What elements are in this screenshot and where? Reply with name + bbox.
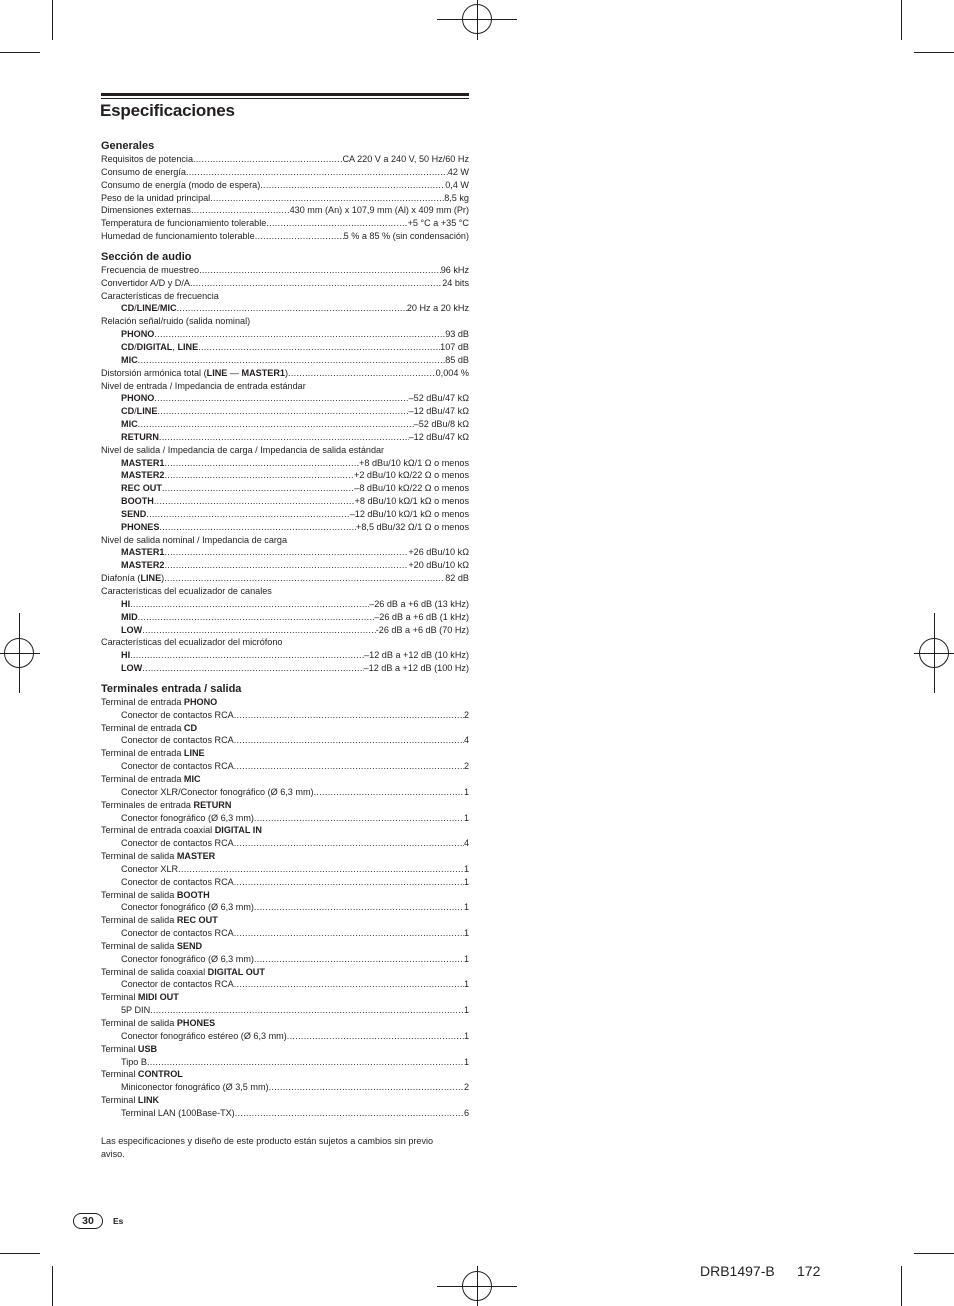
terminal-row: Conector de contactos RCA ..... 1 xyxy=(101,978,469,991)
spec-row: RETURN ..... –12 dBu/47 kΩ xyxy=(101,431,469,444)
terminal-group-label: Terminal de salida SEND xyxy=(101,940,203,951)
terminal-group-label: Terminal de entrada CD xyxy=(101,722,198,733)
spec-label: Características del ecualizador de canales xyxy=(101,586,272,596)
terminal-group-label: Terminal MIDI OUT xyxy=(101,992,179,1003)
spec-row: SEND ..... –12 dBu/10 kΩ/1 kΩ o menos xyxy=(101,508,469,521)
spec-row: MASTER2 ..... +2 dBu/10 kΩ/22 Ω o menos xyxy=(101,469,469,482)
terminal-group-label: Terminal de salida MASTER xyxy=(101,851,216,862)
crop-mark xyxy=(901,0,902,40)
terminal-row: Tipo B ..... 1 xyxy=(101,1056,469,1069)
terminal-group-label: Terminal de salida coaxial DIGITAL OUT xyxy=(101,966,265,977)
terminal-row: Conector de contactos RCA ..... 4 xyxy=(101,837,469,850)
spec-row: PHONES ..... +8,5 dBu/32 Ω/1 Ω o menos xyxy=(101,521,469,534)
terminal-row: Conector XLR ..... 1 xyxy=(101,863,469,876)
spec-row: MIC ..... 85 dB xyxy=(101,354,469,367)
spec-row: PHONO ..... –52 dBu/47 kΩ xyxy=(101,392,469,405)
terminal-group-label: Terminal de entrada coaxial DIGITAL IN xyxy=(101,825,262,836)
spec-row: REC OUT ..... –8 dBu/10 kΩ/22 Ω o menos xyxy=(101,482,469,495)
spec-label: Nivel de salida nominal / Impedancia de carga xyxy=(101,534,288,545)
spec-row: Dimensiones externas ..... 430 mm (An) x 107,9 mm (Al) x 409 mm (Pr) xyxy=(101,204,469,217)
document-id: DRB1497-B xyxy=(700,1263,775,1279)
title-rule xyxy=(101,93,469,96)
spec-label: Nivel de entrada / Impedancia de entrada estándar xyxy=(101,380,306,391)
spec-row: BOOTH ..... +8 dBu/10 kΩ/1 kΩ o menos xyxy=(101,495,469,508)
spec-row: Convertidor A/D y D/A ..... 24 bits xyxy=(101,277,469,290)
terminal-group-label: Terminal de entrada PHONO xyxy=(101,696,218,707)
terminal-group-label: Terminal USB xyxy=(101,1043,158,1054)
terminal-row: 5P DIN ..... 1 xyxy=(101,1004,469,1017)
terminal-group-label: Terminal de salida BOOTH xyxy=(101,889,210,900)
terminal-row: Conector de contactos RCA ..... 2 xyxy=(101,709,469,722)
spec-row: HI ..... –26 dB a +6 dB (13 kHz) xyxy=(101,598,469,611)
crop-mark xyxy=(914,1253,954,1254)
terminal-group-label: Terminal de salida PHONES xyxy=(101,1018,216,1028)
spec-row: Peso de la unidad principal ..... 8,5 kg xyxy=(101,192,469,205)
crop-mark xyxy=(0,1253,40,1254)
spec-label: Relación señal/ruido (salida nominal) xyxy=(101,316,251,327)
spec-row: CD/LINE ..... –12 dBu/47 kΩ xyxy=(101,405,469,418)
section-heading: Terminales entrada / salida xyxy=(101,682,242,695)
terminal-group-label: Terminal LINK xyxy=(101,1095,160,1106)
spec-row: Consumo de energía ..... 42 W xyxy=(101,166,469,179)
spec-row: MIC ..... –52 dBu/8 kΩ xyxy=(101,418,469,431)
terminal-group-label: Terminal de salida REC OUT xyxy=(101,915,218,926)
spec-row: CD/LINE/MIC ..... 20 Hz a 20 kHz xyxy=(101,302,469,315)
terminal-row: Conector de contactos RCA ..... 1 xyxy=(101,876,469,889)
spec-label: Nivel de salida / Impedancia de carga / Impedancia de salida estándar xyxy=(101,444,385,455)
disclaimer-note: Las especificaciones y diseño de este producto están sujetos a cambios sin previo aviso. xyxy=(101,1135,434,1159)
terminal-row: Conector de contactos RCA ..... 2 xyxy=(101,760,469,773)
spec-row: LOW ..... –12 dB a +12 dB (100 Hz) xyxy=(101,662,469,675)
spec-label: Características del ecualizador del micrófono xyxy=(101,637,283,648)
terminal-group-label: Terminal de entrada LINE xyxy=(101,748,205,759)
crop-mark xyxy=(52,1266,53,1306)
crop-mark xyxy=(0,52,40,53)
spec-row: Requisitos de potencia ..... CA 220 V a 240 V, 50 Hz/60 Hz xyxy=(101,153,469,166)
section-heading: Generales xyxy=(101,140,155,152)
spec-row: Diafonía (LINE) ..... 82 dB xyxy=(101,572,469,585)
spec-row: Temperatura de funcionamiento tolerable ..... +5 °C a +35 °C xyxy=(101,217,469,230)
crop-mark xyxy=(914,52,954,53)
spec-column xyxy=(101,139,469,1161)
spec-label: Características de frecuencia xyxy=(101,290,219,301)
spec-row: CD/DIGITAL, LINE ..... 107 dB xyxy=(101,341,469,354)
terminal-list xyxy=(101,696,469,1120)
terminal-row: Conector fonográfico (Ø 6,3 mm) ..... 1 xyxy=(101,812,469,825)
terminal-row: Conector de contactos RCA ..... 4 xyxy=(101,734,469,747)
spec-row: PHONO ..... 93 dB xyxy=(101,328,469,341)
spec-row: Humedad de funcionamiento tolerable ..... 5 % a 85 % (sin condensación) xyxy=(101,230,469,243)
terminal-row: Conector fonográfico (Ø 6,3 mm) ..... 1 xyxy=(101,901,469,914)
section-heading: Sección de audio xyxy=(101,250,192,263)
spec-row: MASTER1 ..... +8 dBu/10 kΩ/1 Ω o menos xyxy=(101,457,469,470)
spec-row: Distorsión armónica total (LINE — MASTER1) ..... 0,004 % xyxy=(101,367,469,380)
terminal-row: Conector de contactos RCA ..... 1 xyxy=(101,927,469,940)
terminal-row: Conector XLR/Conector fonográfico (Ø 6,3 mm) ..... 1 xyxy=(101,786,469,799)
spec-row: Frecuencia de muestreo ..... 96 kHz xyxy=(101,264,469,277)
terminal-row: Terminal LAN (100Base-TX) ..... 6 xyxy=(101,1107,469,1120)
spec-row: MASTER2 ..... +20 dBu/10 kΩ xyxy=(101,559,469,572)
page-title: Especificaciones xyxy=(100,101,235,120)
spec-row: LOW ..... -26 dB a +6 dB (70 Hz) xyxy=(101,624,469,637)
crop-mark xyxy=(901,1266,902,1306)
terminal-row: Miniconector fonográfico (Ø 3,5 mm) ..... 2 xyxy=(101,1081,469,1094)
language-code: Es xyxy=(113,1216,124,1226)
spec-row: Consumo de energía (modo de espera) ..... 0,4 W xyxy=(101,179,469,192)
page-number: 30 xyxy=(73,1213,103,1229)
terminal-row: Conector fonográfico estéreo (Ø 6,3 mm) ..... 1 xyxy=(101,1030,469,1043)
terminal-group-label: Terminal de entrada MIC xyxy=(101,773,201,784)
terminal-row: Conector fonográfico (Ø 6,3 mm) ..... 1 xyxy=(101,953,469,966)
spec-row: MASTER1 ..... +26 dBu/10 kΩ xyxy=(101,546,469,559)
terminal-group-label: Terminales de entrada RETURN xyxy=(101,799,232,810)
title-rule xyxy=(101,98,469,99)
spec-row: HI ..... –12 dB a +12 dB (10 kHz) xyxy=(101,649,469,662)
document-page: 172 xyxy=(797,1263,821,1279)
terminal-group-label: Terminal CONTROL xyxy=(101,1069,183,1080)
crop-mark xyxy=(52,0,53,40)
spec-row: MID ..... –26 dB a +6 dB (1 kHz) xyxy=(101,611,469,624)
